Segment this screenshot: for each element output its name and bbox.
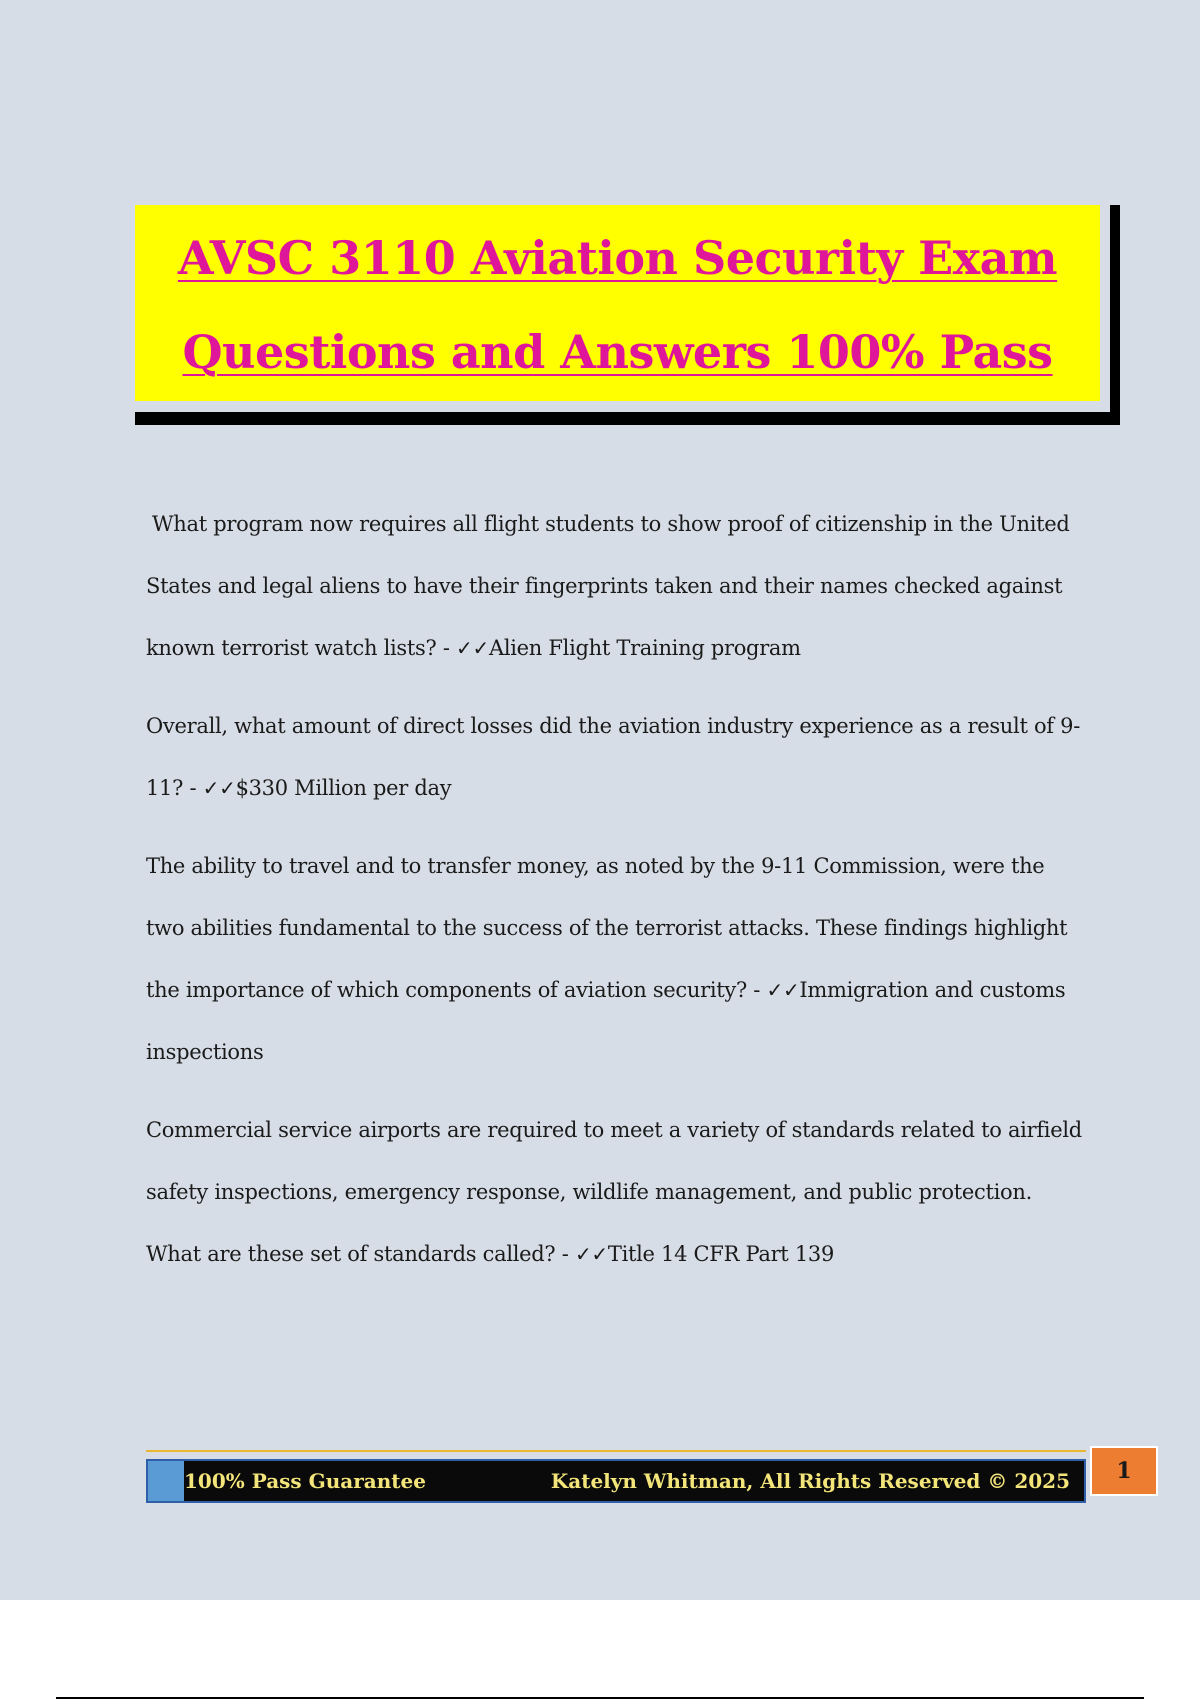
qa-item bbox=[146, 695, 1086, 819]
double-check-icon: ✓✓ bbox=[456, 636, 489, 660]
question-text: Overall, what amount of direct losses did the aviation industry experience as a result of 9-11? - bbox=[146, 714, 1081, 800]
footer-bar bbox=[146, 1459, 1086, 1503]
question-text: The ability to travel and to transfer money, as noted by the 9-11 Commission, were the two abilities fundamental to the success of the terrorist attacks. These findings highlight the importance of which components of aviation security? - bbox=[146, 854, 1068, 1002]
double-check-icon: ✓✓ bbox=[202, 776, 236, 800]
answer-text: Immigration and customs inspections bbox=[146, 978, 1066, 1064]
double-check-icon: ✓✓ bbox=[766, 978, 800, 1002]
title-box-shadow-right bbox=[1110, 205, 1120, 425]
answer-text: $330 Million per day bbox=[235, 776, 452, 800]
answer-text: Alien Flight Training program bbox=[488, 636, 801, 660]
footer-guarantee-text: 100% Pass Guarantee bbox=[184, 1469, 426, 1493]
document-title-line-1: AVSC 3110 Aviation Security Exam bbox=[177, 231, 1058, 285]
page-number: 1 bbox=[1090, 1446, 1158, 1496]
page-bottom-rule bbox=[56, 1697, 1144, 1699]
title-banner bbox=[135, 205, 1100, 401]
document-title-line-2: Questions and Answers 100% Pass bbox=[182, 325, 1053, 379]
answer-text: Title 14 CFR Part 139 bbox=[607, 1242, 835, 1266]
question-text: What program now requires all flight students to show proof of citizenship in the United States and legal aliens to have their fingerprints taken and their names checked against known terrorist watch lists? - bbox=[146, 512, 1070, 660]
qa-list bbox=[146, 493, 1086, 1301]
title-box-shadow-bottom bbox=[135, 412, 1120, 425]
question-text: Commercial service airports are required to meet a variety of standards related to airfield safety inspections, emergency response, wildlife management, and public protection. What are these set of standards called? - bbox=[146, 1118, 1082, 1266]
qa-item bbox=[146, 835, 1086, 1083]
qa-item bbox=[146, 1099, 1086, 1285]
qa-item bbox=[146, 493, 1086, 679]
double-check-icon: ✓✓ bbox=[574, 1242, 608, 1266]
footer-gold-rule bbox=[146, 1450, 1086, 1452]
footer-copyright-text: Katelyn Whitman, All Rights Reserved © 2025 bbox=[550, 1469, 1070, 1493]
